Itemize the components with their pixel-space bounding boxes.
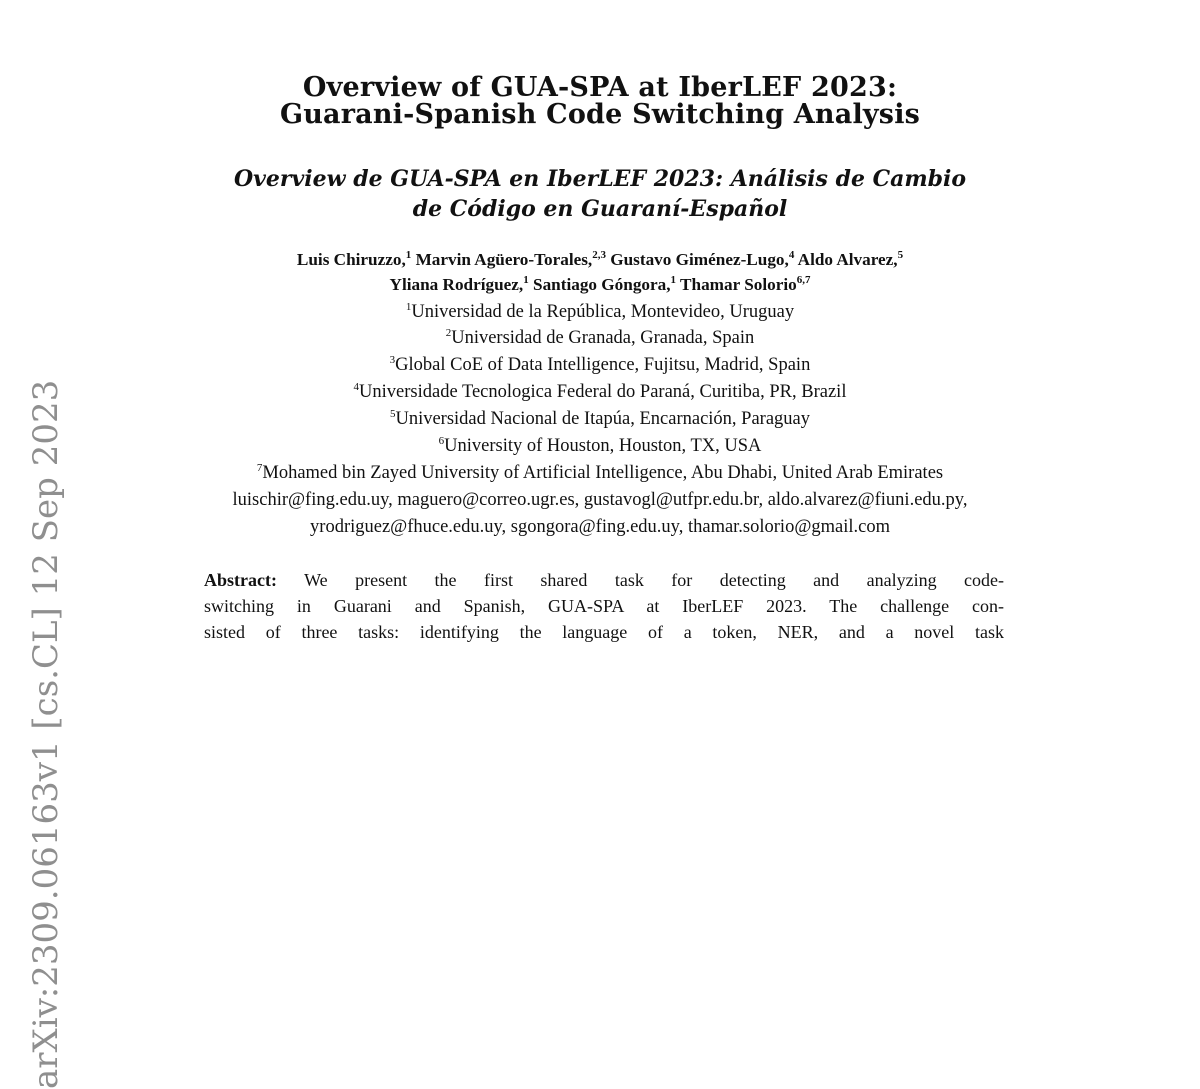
affiliation-7 <box>0 460 1200 486</box>
abstract-line-2: switching in Guarani and Spanish, GUA-SPA at IberLEF 2023. The challenge con- <box>204 596 1004 616</box>
abstract-label: Abstract: <box>204 570 277 590</box>
affiliation-mark: 6 <box>438 435 445 447</box>
affiliation-text: Global CoE of Data Intelligence, Fujitsu, Madrid, Spain <box>395 355 811 375</box>
author-affiliation-mark: 1 <box>405 249 412 261</box>
affiliation-mark: 7 <box>256 462 263 474</box>
author-affiliation-mark: 4 <box>788 249 795 261</box>
author-affiliation-mark: 5 <box>897 249 904 261</box>
spanish-title-line-1: Overview de GUA-SPA en IberLEF 2023: Análisis de Cambio <box>233 166 967 192</box>
affiliation-text: University of Houston, Houston, TX, USA <box>444 436 762 456</box>
affiliation-mark: 3 <box>389 354 396 366</box>
author-name: Santiago Góngora, <box>533 275 671 294</box>
affiliation-text: Universidad de Granada, Granada, Spain <box>451 328 755 348</box>
affiliation-3 <box>0 352 1200 378</box>
affiliation-mark: 5 <box>389 408 396 420</box>
affiliation-text: Universidad Nacional de Itapúa, Encarnación, Paraguay <box>395 409 811 429</box>
affiliation-6 <box>0 433 1200 459</box>
affiliation-text: Universidad de la República, Montevideo, Uruguay <box>411 302 795 322</box>
arxiv-stamp-text <box>26 380 66 1089</box>
author-affiliation-mark: 1 <box>670 274 677 286</box>
affiliation-mark: 1 <box>405 301 412 313</box>
spanish-title-line-2: de Código en Guaraní-Español <box>412 196 788 222</box>
affiliation-1 <box>0 299 1200 325</box>
author-name: Marvin Agüero-Torales, <box>415 250 593 269</box>
abstract-line-1 <box>204 568 1004 593</box>
author-name: Thamar Solorio <box>680 275 797 294</box>
affiliation-5 <box>0 406 1200 432</box>
author-affiliation-mark: 1 <box>523 274 529 286</box>
abstract-text: We present the first shared task for detecting and analyzing code- <box>304 570 1004 590</box>
emails-line-1: luischir@fing.edu.uy, maguero@correo.ugr.es, gustavogl@utfpr.edu.br, aldo.alvarez@fiuni.edu.py, <box>232 490 968 510</box>
author-affiliation-mark: 2,3 <box>592 249 606 261</box>
affiliation-4 <box>0 379 1200 405</box>
affiliation-text: Mohamed bin Zayed University of Artificial Intelligence, Abu Dhabi, United Arab Emirates <box>262 463 944 483</box>
abstract-line-3: sisted of three tasks: identifying the language of a token, NER, and a novel task <box>204 622 1004 642</box>
authors-line-1 <box>0 247 1200 273</box>
author-name: Aldo Alvarez, <box>797 250 898 269</box>
arxiv-stamp <box>20 379 80 1089</box>
affiliation-text: Universidade Tecnologica Federal do Paraná, Curitiba, PR, Brazil <box>359 382 847 402</box>
author-affiliation-mark: 6,7 <box>796 274 811 286</box>
emails-line-2: yrodriguez@fhuce.edu.uy, sgongora@fing.edu.uy, thamar.solorio@gmail.com <box>310 517 890 537</box>
affiliation-mark: 2 <box>445 327 452 339</box>
author-name: Gustavo Giménez-Lugo, <box>610 250 789 269</box>
author-name: Yliana Rodríguez, <box>389 275 524 294</box>
authors-line-2 <box>0 272 1200 298</box>
affiliation-2 <box>0 325 1200 351</box>
paper-title-line-2: Guarani-Spanish Code Switching Analysis <box>279 99 921 130</box>
arxiv-stamp-label: arXiv:2309.06163v1 [cs.CL] 12 Sep 2023 <box>26 379 66 1089</box>
paper-title-line-1: Overview of GUA-SPA at IberLEF 2023: <box>302 72 898 103</box>
author-name: Luis Chiruzzo, <box>296 250 406 269</box>
affiliation-mark: 4 <box>353 381 360 393</box>
